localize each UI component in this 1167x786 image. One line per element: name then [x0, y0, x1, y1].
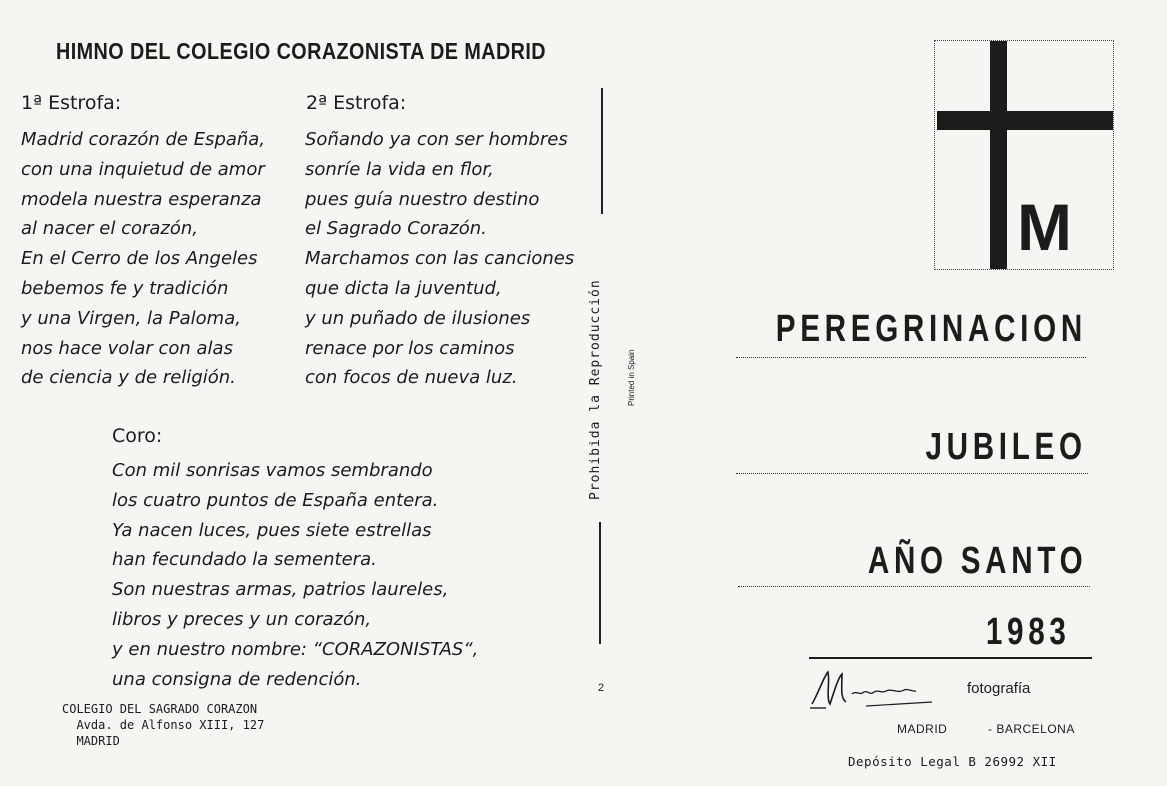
legal-deposit: Depósito Legal B 26992 XII: [848, 754, 1057, 769]
stanza-1-line: En el Cerro de los Angeles: [21, 248, 258, 270]
stanza-2-line: Soñando ya con ser hombres: [305, 129, 568, 150]
stanza-1-line: y una Virgen, la Paloma,: [21, 307, 241, 329]
event-jubileo: JUBILEO: [925, 426, 1087, 468]
stanza-1-line: al nacer el corazón,: [21, 218, 199, 240]
stanza-2-line: pues guía nuestro destino: [305, 188, 540, 210]
event-peregrinacion: PEREGRINACION: [775, 308, 1087, 350]
stanza-1-line: Madrid corazón de España,: [21, 129, 266, 150]
minerva-signature-icon: [806, 664, 976, 712]
stanza-1-text: [21, 125, 265, 393]
cross-m-logo-icon: [935, 41, 1113, 269]
stanza-2-text: [305, 125, 574, 393]
chorus-line: una consigna de redención.: [112, 668, 362, 690]
publisher-signature: [806, 664, 976, 712]
stanza-1-line: con una inquietud de amor: [21, 158, 265, 180]
stanza-2-line: el Sagrado Corazón.: [305, 218, 487, 240]
hymn-title: HIMNO DEL COLEGIO CORAZONISTA DE MADRID: [56, 38, 547, 64]
stanza-2-line: sonríe la vida en flor,: [305, 158, 494, 180]
logo-frame: [934, 40, 1114, 270]
city-barcelona: - BARCELONA: [988, 722, 1075, 736]
publisher-label: fotografía: [967, 680, 1031, 697]
stanza-1-line: bebemos fe y tradición: [21, 277, 229, 299]
stanza-2-line: renace por los caminos: [305, 337, 515, 359]
stanza-1-line: modela nuestra esperanza: [21, 188, 262, 210]
event-year: 1983: [986, 611, 1071, 653]
reproduction-notice: Prohibida la Reproducción: [588, 279, 603, 500]
stanza-1-line: nos hace volar con alas: [21, 337, 233, 359]
chorus-line: los cuatro puntos de España entera.: [112, 489, 439, 511]
dotted-rule-3: [738, 586, 1090, 587]
chorus-line: Con mil sonrisas vamos sembrando: [112, 460, 433, 481]
dotted-rule-2: [736, 473, 1088, 474]
stanza-2-line: Marchamos con las canciones: [305, 248, 575, 270]
divider-top: [601, 88, 603, 214]
chorus-text: [112, 456, 478, 694]
signature-text: Minerva: [806, 664, 811, 665]
stanza-2-line: con focos de nueva luz.: [305, 367, 518, 389]
printed-in-spain: Printed in Spain: [627, 349, 636, 406]
dotted-rule-1: [736, 357, 1086, 358]
stanza-2-heading: 2ª Estrofa:: [306, 92, 407, 114]
address-line-1: COLEGIO DEL SAGRADO CORAZON: [62, 702, 258, 716]
divider-bottom: [599, 522, 601, 644]
solid-rule: [809, 657, 1092, 659]
chorus-line: Son nuestras armas, patrios laureles,: [112, 579, 449, 601]
stanza-1-heading: 1ª Estrofa:: [21, 92, 122, 114]
stanza-1-line: de ciencia y de religión.: [21, 367, 236, 389]
chorus-line: han fecundado la sementera.: [112, 549, 377, 571]
stanza-2-line: y un puñado de ilusiones: [305, 307, 531, 329]
chorus-line: libros y preces y un corazón,: [112, 608, 372, 630]
city-madrid: MADRID: [897, 722, 948, 736]
stanza-2-line: que dicta la juventud,: [305, 277, 502, 299]
address-line-3: MADRID: [76, 734, 120, 748]
logo-letter: M: [1017, 190, 1072, 264]
chorus-line: Ya nacen luces, pues siete estrellas: [112, 519, 432, 541]
page-number: 2: [598, 682, 605, 694]
address-line-2: Avda. de Alfonso XIII, 127: [76, 718, 265, 732]
school-address: [62, 701, 264, 749]
chorus-heading: Coro:: [112, 425, 163, 447]
event-ano-santo: AÑO SANTO: [867, 540, 1087, 582]
chorus-line: y en nuestro nombre: “CORAZONISTAS“,: [112, 638, 479, 660]
